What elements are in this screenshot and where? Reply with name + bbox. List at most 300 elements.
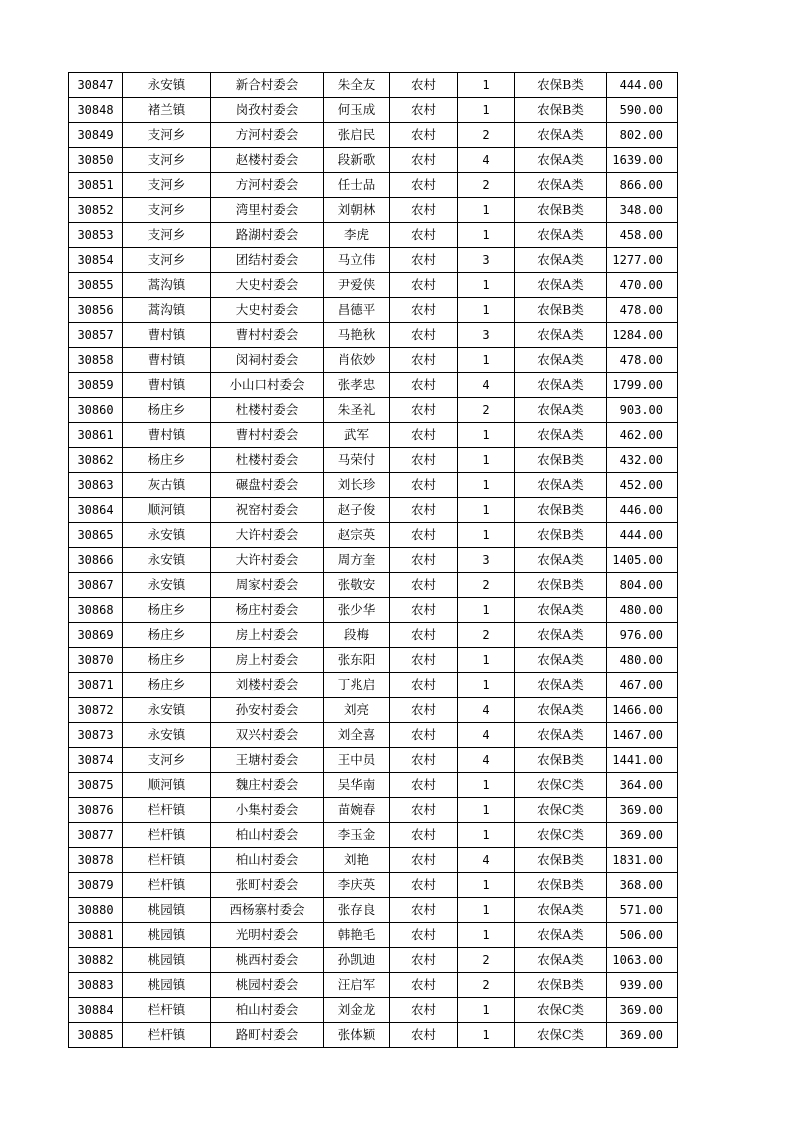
cell-person-name: 肖依妙 [324, 348, 390, 373]
table-row [69, 673, 678, 698]
table-row [69, 948, 678, 973]
cell-record-id: 30857 [69, 323, 123, 348]
cell-person-name: 刘艳 [324, 848, 390, 873]
cell-insurance-category: 农保A类 [515, 598, 607, 623]
cell-insurance-category: 农保A类 [515, 948, 607, 973]
cell-insurance-category: 农保C类 [515, 1023, 607, 1048]
cell-township: 杨庄乡 [123, 623, 211, 648]
cell-township: 曹村镇 [123, 423, 211, 448]
cell-village-committee: 湾里村委会 [211, 198, 324, 223]
cell-township: 灰古镇 [123, 473, 211, 498]
cell-person-name: 刘朝林 [324, 198, 390, 223]
cell-insurance-category: 农保B类 [515, 98, 607, 123]
record-table [68, 72, 678, 1048]
cell-amount: 1467.00 [607, 723, 678, 748]
table-row [69, 248, 678, 273]
cell-amount: 802.00 [607, 123, 678, 148]
cell-amount: 1799.00 [607, 373, 678, 398]
cell-record-id: 30882 [69, 948, 123, 973]
cell-area-type: 农村 [390, 698, 458, 723]
cell-record-id: 30869 [69, 623, 123, 648]
cell-person-name: 武军 [324, 423, 390, 448]
cell-household-count: 1 [458, 423, 515, 448]
cell-household-count: 1 [458, 648, 515, 673]
cell-area-type: 农村 [390, 248, 458, 273]
cell-household-count: 1 [458, 473, 515, 498]
cell-village-committee: 光明村委会 [211, 923, 324, 948]
cell-record-id: 30866 [69, 548, 123, 573]
table-row [69, 373, 678, 398]
table-row [69, 623, 678, 648]
cell-area-type: 农村 [390, 123, 458, 148]
cell-person-name: 王中员 [324, 748, 390, 773]
cell-record-id: 30851 [69, 173, 123, 198]
cell-township: 栏杆镇 [123, 823, 211, 848]
cell-record-id: 30849 [69, 123, 123, 148]
cell-household-count: 2 [458, 173, 515, 198]
cell-township: 杨庄乡 [123, 648, 211, 673]
cell-person-name: 赵子俊 [324, 498, 390, 523]
cell-person-name: 张东阳 [324, 648, 390, 673]
cell-township: 杨庄乡 [123, 448, 211, 473]
cell-amount: 348.00 [607, 198, 678, 223]
cell-township: 桃园镇 [123, 923, 211, 948]
cell-village-committee: 岗孜村委会 [211, 98, 324, 123]
table-row [69, 973, 678, 998]
cell-village-committee: 祝窑村委会 [211, 498, 324, 523]
cell-village-committee: 碾盘村委会 [211, 473, 324, 498]
cell-insurance-category: 农保B类 [515, 523, 607, 548]
cell-person-name: 何玉成 [324, 98, 390, 123]
cell-record-id: 30875 [69, 773, 123, 798]
cell-township: 永安镇 [123, 548, 211, 573]
cell-area-type: 农村 [390, 198, 458, 223]
table-row [69, 423, 678, 448]
cell-village-committee: 柏山村委会 [211, 823, 324, 848]
cell-village-committee: 房上村委会 [211, 623, 324, 648]
cell-township: 杨庄乡 [123, 598, 211, 623]
cell-area-type: 农村 [390, 673, 458, 698]
cell-amount: 432.00 [607, 448, 678, 473]
cell-township: 栏杆镇 [123, 873, 211, 898]
cell-record-id: 30871 [69, 673, 123, 698]
cell-township: 杨庄乡 [123, 673, 211, 698]
cell-person-name: 朱圣礼 [324, 398, 390, 423]
cell-amount: 458.00 [607, 223, 678, 248]
table-row [69, 723, 678, 748]
table-row [69, 473, 678, 498]
cell-area-type: 农村 [390, 348, 458, 373]
cell-person-name: 刘亮 [324, 698, 390, 723]
cell-area-type: 农村 [390, 73, 458, 98]
cell-township: 永安镇 [123, 73, 211, 98]
cell-amount: 1441.00 [607, 748, 678, 773]
table-row [69, 498, 678, 523]
cell-person-name: 昌德平 [324, 298, 390, 323]
cell-person-name: 尹爱侠 [324, 273, 390, 298]
cell-township: 永安镇 [123, 523, 211, 548]
cell-area-type: 农村 [390, 973, 458, 998]
cell-person-name: 张体颖 [324, 1023, 390, 1048]
cell-insurance-category: 农保A类 [515, 273, 607, 298]
cell-area-type: 农村 [390, 648, 458, 673]
cell-amount: 369.00 [607, 823, 678, 848]
cell-record-id: 30884 [69, 998, 123, 1023]
cell-township: 永安镇 [123, 723, 211, 748]
cell-area-type: 农村 [390, 298, 458, 323]
cell-insurance-category: 农保A类 [515, 323, 607, 348]
cell-household-count: 1 [458, 823, 515, 848]
cell-village-committee: 路湖村委会 [211, 223, 324, 248]
table-row [69, 348, 678, 373]
cell-area-type: 农村 [390, 823, 458, 848]
cell-record-id: 30853 [69, 223, 123, 248]
cell-area-type: 农村 [390, 498, 458, 523]
cell-record-id: 30850 [69, 148, 123, 173]
cell-amount: 866.00 [607, 173, 678, 198]
cell-amount: 1466.00 [607, 698, 678, 723]
cell-village-committee: 大史村委会 [211, 298, 324, 323]
cell-insurance-category: 农保B类 [515, 973, 607, 998]
cell-township: 永安镇 [123, 573, 211, 598]
cell-township: 顺河镇 [123, 498, 211, 523]
cell-area-type: 农村 [390, 798, 458, 823]
cell-record-id: 30876 [69, 798, 123, 823]
cell-area-type: 农村 [390, 273, 458, 298]
cell-record-id: 30873 [69, 723, 123, 748]
cell-village-committee: 杜楼村委会 [211, 398, 324, 423]
table-row [69, 298, 678, 323]
cell-household-count: 1 [458, 498, 515, 523]
cell-area-type: 农村 [390, 598, 458, 623]
cell-household-count: 1 [458, 873, 515, 898]
cell-amount: 478.00 [607, 298, 678, 323]
cell-household-count: 2 [458, 123, 515, 148]
table-row [69, 198, 678, 223]
cell-household-count: 4 [458, 148, 515, 173]
table-row [69, 223, 678, 248]
cell-insurance-category: 农保A类 [515, 173, 607, 198]
cell-insurance-category: 农保B类 [515, 748, 607, 773]
table-row [69, 923, 678, 948]
cell-amount: 1284.00 [607, 323, 678, 348]
cell-person-name: 马立伟 [324, 248, 390, 273]
table-row [69, 173, 678, 198]
cell-village-committee: 大史村委会 [211, 273, 324, 298]
cell-record-id: 30856 [69, 298, 123, 323]
cell-area-type: 农村 [390, 423, 458, 448]
cell-household-count: 1 [458, 598, 515, 623]
cell-person-name: 张启民 [324, 123, 390, 148]
cell-person-name: 韩艳毛 [324, 923, 390, 948]
table-row [69, 123, 678, 148]
cell-area-type: 农村 [390, 723, 458, 748]
cell-insurance-category: 农保C类 [515, 798, 607, 823]
cell-insurance-category: 农保B类 [515, 573, 607, 598]
cell-area-type: 农村 [390, 923, 458, 948]
cell-insurance-category: 农保B类 [515, 498, 607, 523]
cell-village-committee: 路町村委会 [211, 1023, 324, 1048]
cell-area-type: 农村 [390, 998, 458, 1023]
cell-village-committee: 周家村委会 [211, 573, 324, 598]
cell-record-id: 30848 [69, 98, 123, 123]
cell-township: 支河乡 [123, 223, 211, 248]
cell-insurance-category: 农保B类 [515, 298, 607, 323]
cell-township: 杨庄乡 [123, 398, 211, 423]
cell-household-count: 1 [458, 798, 515, 823]
cell-insurance-category: 农保A类 [515, 223, 607, 248]
cell-area-type: 农村 [390, 398, 458, 423]
cell-insurance-category: 农保A类 [515, 723, 607, 748]
cell-township: 支河乡 [123, 148, 211, 173]
cell-township: 蒿沟镇 [123, 273, 211, 298]
cell-village-committee: 团结村委会 [211, 248, 324, 273]
cell-area-type: 农村 [390, 223, 458, 248]
cell-record-id: 30854 [69, 248, 123, 273]
cell-amount: 506.00 [607, 923, 678, 948]
cell-insurance-category: 农保B类 [515, 198, 607, 223]
cell-area-type: 农村 [390, 873, 458, 898]
cell-insurance-category: 农保C类 [515, 998, 607, 1023]
table-row [69, 698, 678, 723]
cell-record-id: 30847 [69, 73, 123, 98]
cell-amount: 1063.00 [607, 948, 678, 973]
table-row [69, 873, 678, 898]
cell-insurance-category: 农保A类 [515, 373, 607, 398]
cell-village-committee: 小山口村委会 [211, 373, 324, 398]
cell-village-committee: 方河村委会 [211, 123, 324, 148]
cell-amount: 467.00 [607, 673, 678, 698]
cell-household-count: 4 [458, 848, 515, 873]
cell-person-name: 孙凯迪 [324, 948, 390, 973]
cell-amount: 369.00 [607, 798, 678, 823]
cell-amount: 444.00 [607, 523, 678, 548]
cell-village-committee: 杨庄村委会 [211, 598, 324, 623]
cell-village-committee: 小集村委会 [211, 798, 324, 823]
table-body [69, 73, 678, 1048]
cell-household-count: 2 [458, 398, 515, 423]
table-row [69, 648, 678, 673]
cell-insurance-category: 农保A类 [515, 923, 607, 948]
cell-amount: 452.00 [607, 473, 678, 498]
cell-village-committee: 曹村村委会 [211, 323, 324, 348]
cell-household-count: 4 [458, 723, 515, 748]
cell-record-id: 30881 [69, 923, 123, 948]
cell-record-id: 30860 [69, 398, 123, 423]
table-row [69, 98, 678, 123]
cell-amount: 976.00 [607, 623, 678, 648]
cell-household-count: 4 [458, 748, 515, 773]
table-row [69, 448, 678, 473]
cell-insurance-category: 农保B类 [515, 848, 607, 873]
cell-village-committee: 大许村委会 [211, 523, 324, 548]
cell-township: 支河乡 [123, 198, 211, 223]
cell-area-type: 农村 [390, 448, 458, 473]
cell-township: 栏杆镇 [123, 848, 211, 873]
cell-record-id: 30865 [69, 523, 123, 548]
cell-household-count: 1 [458, 1023, 515, 1048]
cell-record-id: 30878 [69, 848, 123, 873]
cell-insurance-category: 农保A类 [515, 473, 607, 498]
cell-township: 桃园镇 [123, 898, 211, 923]
table-row [69, 1023, 678, 1048]
cell-household-count: 1 [458, 348, 515, 373]
cell-person-name: 刘金龙 [324, 998, 390, 1023]
cell-amount: 369.00 [607, 998, 678, 1023]
cell-person-name: 张孝忠 [324, 373, 390, 398]
cell-insurance-category: 农保A类 [515, 248, 607, 273]
cell-person-name: 苗婉春 [324, 798, 390, 823]
cell-village-committee: 新合村委会 [211, 73, 324, 98]
cell-area-type: 农村 [390, 773, 458, 798]
cell-area-type: 农村 [390, 473, 458, 498]
cell-village-committee: 孙安村委会 [211, 698, 324, 723]
cell-insurance-category: 农保A类 [515, 348, 607, 373]
cell-household-count: 1 [458, 73, 515, 98]
cell-record-id: 30870 [69, 648, 123, 673]
cell-household-count: 1 [458, 298, 515, 323]
cell-township: 蒿沟镇 [123, 298, 211, 323]
cell-amount: 444.00 [607, 73, 678, 98]
cell-village-committee: 桃西村委会 [211, 948, 324, 973]
cell-record-id: 30877 [69, 823, 123, 848]
cell-area-type: 农村 [390, 1023, 458, 1048]
cell-amount: 1277.00 [607, 248, 678, 273]
cell-household-count: 1 [458, 273, 515, 298]
cell-household-count: 1 [458, 523, 515, 548]
table-row [69, 273, 678, 298]
table-row [69, 748, 678, 773]
cell-township: 曹村镇 [123, 348, 211, 373]
cell-insurance-category: 农保A类 [515, 148, 607, 173]
cell-insurance-category: 农保A类 [515, 673, 607, 698]
cell-person-name: 刘全喜 [324, 723, 390, 748]
cell-amount: 480.00 [607, 648, 678, 673]
cell-person-name: 段新歌 [324, 148, 390, 173]
cell-amount: 1639.00 [607, 148, 678, 173]
cell-record-id: 30874 [69, 748, 123, 773]
cell-insurance-category: 农保A类 [515, 898, 607, 923]
cell-village-committee: 房上村委会 [211, 648, 324, 673]
cell-village-committee: 魏庄村委会 [211, 773, 324, 798]
cell-record-id: 30858 [69, 348, 123, 373]
cell-village-committee: 桃园村委会 [211, 973, 324, 998]
cell-record-id: 30855 [69, 273, 123, 298]
cell-household-count: 1 [458, 448, 515, 473]
cell-township: 支河乡 [123, 173, 211, 198]
cell-household-count: 1 [458, 198, 515, 223]
cell-amount: 1405.00 [607, 548, 678, 573]
cell-insurance-category: 农保A类 [515, 648, 607, 673]
cell-amount: 364.00 [607, 773, 678, 798]
cell-township: 桃园镇 [123, 973, 211, 998]
cell-insurance-category: 农保C类 [515, 773, 607, 798]
cell-household-count: 3 [458, 323, 515, 348]
cell-township: 顺河镇 [123, 773, 211, 798]
cell-area-type: 农村 [390, 898, 458, 923]
cell-village-committee: 闵祠村委会 [211, 348, 324, 373]
cell-township: 曹村镇 [123, 373, 211, 398]
cell-insurance-category: 农保B类 [515, 448, 607, 473]
cell-insurance-category: 农保B类 [515, 73, 607, 98]
cell-area-type: 农村 [390, 623, 458, 648]
cell-person-name: 段梅 [324, 623, 390, 648]
cell-area-type: 农村 [390, 173, 458, 198]
cell-village-committee: 双兴村委会 [211, 723, 324, 748]
cell-insurance-category: 农保A类 [515, 123, 607, 148]
cell-village-committee: 大许村委会 [211, 548, 324, 573]
cell-person-name: 赵宗英 [324, 523, 390, 548]
cell-household-count: 4 [458, 698, 515, 723]
cell-township: 支河乡 [123, 123, 211, 148]
cell-village-committee: 曹村村委会 [211, 423, 324, 448]
cell-area-type: 农村 [390, 523, 458, 548]
cell-person-name: 汪启军 [324, 973, 390, 998]
cell-record-id: 30885 [69, 1023, 123, 1048]
cell-household-count: 1 [458, 223, 515, 248]
cell-record-id: 30861 [69, 423, 123, 448]
cell-area-type: 农村 [390, 548, 458, 573]
cell-person-name: 吴华南 [324, 773, 390, 798]
cell-record-id: 30863 [69, 473, 123, 498]
table-row [69, 148, 678, 173]
cell-amount: 1831.00 [607, 848, 678, 873]
cell-amount: 470.00 [607, 273, 678, 298]
cell-person-name: 李庆英 [324, 873, 390, 898]
table-row [69, 598, 678, 623]
cell-township: 褚兰镇 [123, 98, 211, 123]
cell-household-count: 1 [458, 98, 515, 123]
cell-person-name: 张少华 [324, 598, 390, 623]
cell-township: 栏杆镇 [123, 998, 211, 1023]
cell-person-name: 朱全友 [324, 73, 390, 98]
cell-household-count: 3 [458, 248, 515, 273]
cell-insurance-category: 农保A类 [515, 698, 607, 723]
cell-household-count: 1 [458, 773, 515, 798]
cell-insurance-category: 农保A类 [515, 398, 607, 423]
table-row [69, 523, 678, 548]
cell-area-type: 农村 [390, 323, 458, 348]
cell-insurance-category: 农保A类 [515, 423, 607, 448]
cell-amount: 804.00 [607, 573, 678, 598]
table-row [69, 898, 678, 923]
table-row [69, 323, 678, 348]
cell-household-count: 3 [458, 548, 515, 573]
cell-township: 栏杆镇 [123, 1023, 211, 1048]
cell-area-type: 农村 [390, 573, 458, 598]
cell-township: 栏杆镇 [123, 798, 211, 823]
cell-township: 桃园镇 [123, 948, 211, 973]
cell-person-name: 丁兆启 [324, 673, 390, 698]
cell-record-id: 30883 [69, 973, 123, 998]
cell-area-type: 农村 [390, 948, 458, 973]
cell-township: 曹村镇 [123, 323, 211, 348]
table-row [69, 573, 678, 598]
cell-record-id: 30859 [69, 373, 123, 398]
cell-household-count: 2 [458, 973, 515, 998]
cell-area-type: 农村 [390, 148, 458, 173]
cell-village-committee: 赵楼村委会 [211, 148, 324, 173]
table-row [69, 823, 678, 848]
table-row [69, 73, 678, 98]
cell-amount: 478.00 [607, 348, 678, 373]
cell-insurance-category: 农保C类 [515, 823, 607, 848]
cell-household-count: 2 [458, 948, 515, 973]
cell-record-id: 30868 [69, 598, 123, 623]
cell-village-committee: 刘楼村委会 [211, 673, 324, 698]
cell-area-type: 农村 [390, 748, 458, 773]
cell-person-name: 张存良 [324, 898, 390, 923]
